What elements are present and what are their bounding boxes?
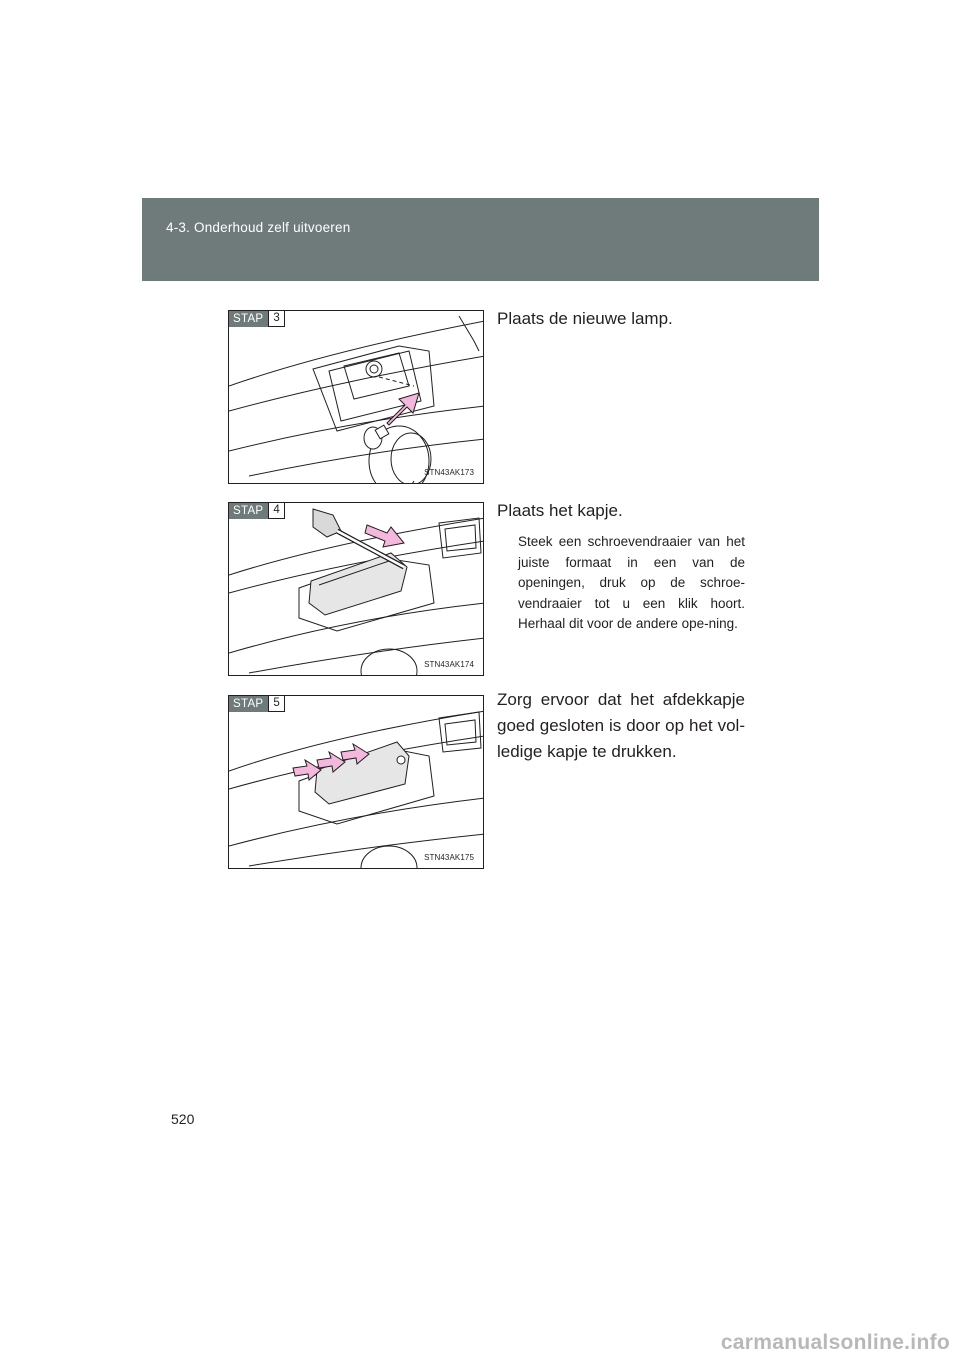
step-4-illustration xyxy=(228,502,484,676)
cover-installation-drawing xyxy=(229,503,484,676)
step-4-badge xyxy=(229,503,285,519)
step-3-illustration xyxy=(228,310,484,484)
step-3-title: Plaats de nieuwe lamp. xyxy=(497,309,673,328)
step-4-note: Steek een schroevendraaier van het juiste formaat in een van de openingen, druk op de schroe-vendraaier tot u een klik hoort. Herhaal dit voor de andere ope-ning. xyxy=(518,534,745,631)
insert-arrow-icon xyxy=(387,393,419,425)
section-header xyxy=(142,198,819,281)
step-badge-word: STAP xyxy=(229,311,268,327)
step-badge-number: 3 xyxy=(268,311,284,327)
figure-code: STN43AK173 xyxy=(424,468,474,477)
step-3-badge xyxy=(229,311,285,327)
step-5-title: Zorg ervoor dat het afdekkapje goed gesloten is door op het vol-ledige kapje te drukken. xyxy=(497,690,745,761)
bulb-icon xyxy=(364,425,389,449)
step-5-illustration xyxy=(228,695,484,869)
step-badge-number: 5 xyxy=(268,696,284,712)
step-badge-number: 4 xyxy=(268,503,284,519)
step-badge-word: STAP xyxy=(229,696,268,712)
step-5-badge xyxy=(229,696,285,712)
figure-code: STN43AK175 xyxy=(424,853,474,862)
push-arrow-icon xyxy=(365,525,404,547)
watermark: carmanualsonline.info xyxy=(720,1331,950,1354)
step-4-title: Plaats het kapje. xyxy=(497,501,623,520)
cover-closing-drawing xyxy=(229,696,484,869)
figure-code: STN43AK174 xyxy=(424,660,474,669)
step-badge-word: STAP xyxy=(229,503,268,519)
page-number: 520 xyxy=(171,1111,195,1127)
section-title: 4-3. Onderhoud zelf uitvoeren xyxy=(166,220,351,235)
lamp-insertion-drawing xyxy=(229,311,484,484)
